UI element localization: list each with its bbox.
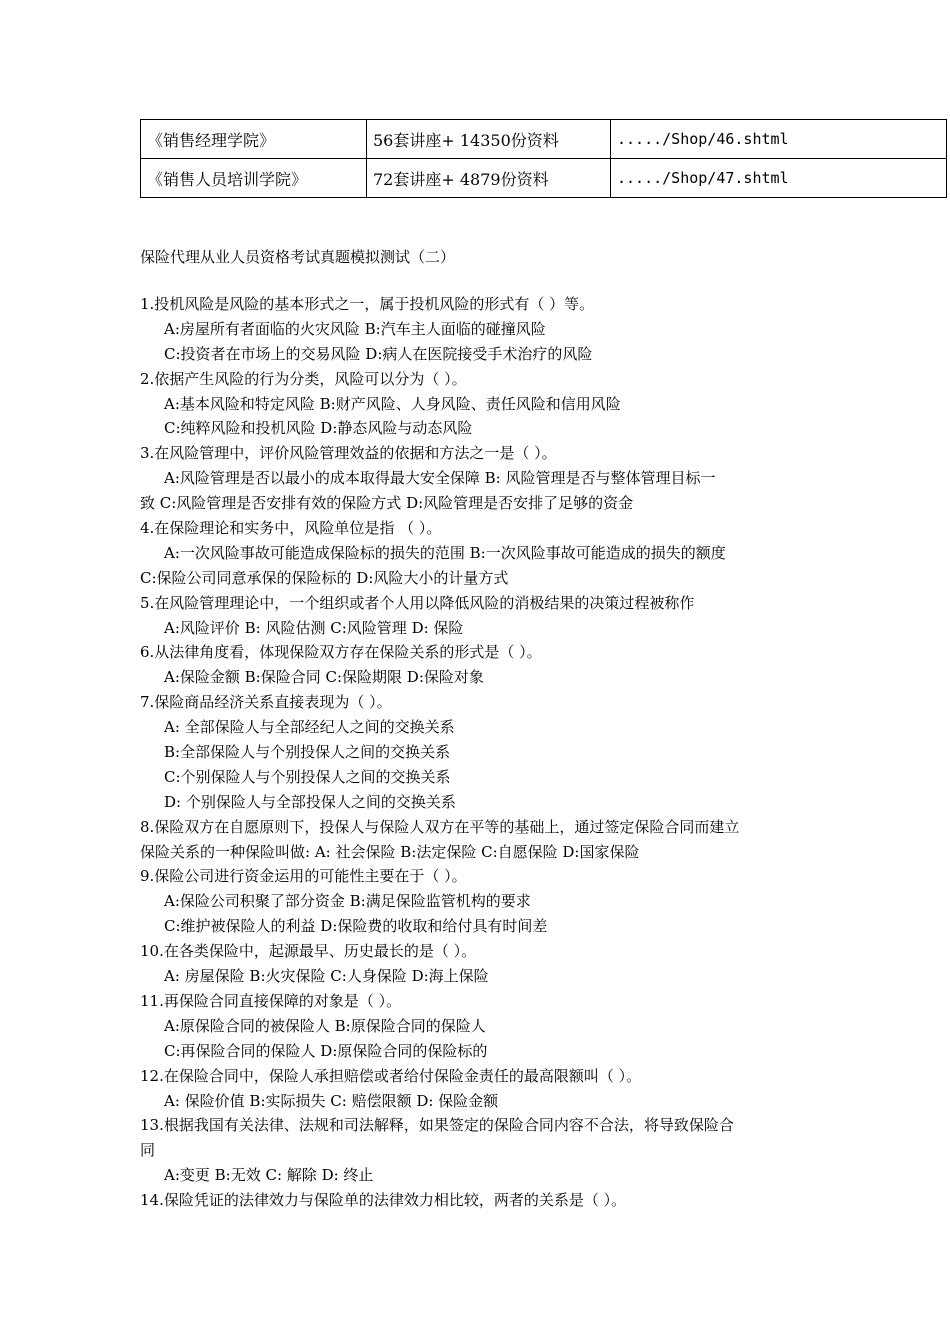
option-line: A:一次风险事故可能造成保险标的损失的范围 B:一次风险事故可能造成的损失的额度 <box>164 543 726 562</box>
question-text: 保险关系的一种保险叫做: A: 社会保险 B:法定保险 C:自愿保险 D:国家保险 <box>140 842 640 861</box>
option-line: C:纯粹风险和投机风险 D:静态风险与动态风险 <box>164 419 473 438</box>
option-line: 致 C:风险管理是否安排有效的保险方式 D:风险管理是否安排了足够的资金 <box>140 494 634 513</box>
question-text: 同 <box>140 1141 156 1160</box>
option-line: C:个别保险人与个别投保人之间的交换关系 <box>164 767 451 786</box>
question-text: 11.再保险合同直接保障的对象是（ ）。 <box>140 991 402 1010</box>
option-line: A: 保险价值 B:实际损失 C: 赔偿限额 D: 保险金额 <box>164 1091 499 1110</box>
option-line: A:风险评价 B: 风险估测 C:风险管理 D: 保险 <box>164 618 464 637</box>
option-line: A:风险管理是否以最小的成本取得最大安全保障 B: 风险管理是否与整体管理目标一 <box>164 469 716 488</box>
course-content-cell: 56套讲座+ 14350份资料 <box>367 120 611 159</box>
option-line: A:基本风险和特定风险 B:财产风险、人身风险、责任风险和信用风险 <box>164 394 621 413</box>
document-title: 保险代理从业人员资格考试真题模拟测试（二） <box>140 248 456 266</box>
option-line: C:维护被保险人的利益 D:保险费的收取和给付具有时间差 <box>164 917 548 936</box>
option-line: B:全部保险人与个别投保人之间的交换关系 <box>164 743 451 762</box>
option-line: A:保险金额 B:保险合同 C:保险期限 D:保险对象 <box>164 668 484 687</box>
option-line: A: 房屋保险 B:火灾保险 C:人身保险 D:海上保险 <box>164 967 489 986</box>
option-line: A:房屋所有者面临的火灾风险 B:汽车主人面临的碰撞风险 <box>164 319 546 338</box>
option-line: A:保险公司积聚了部分资金 B:满足保险监管机构的要求 <box>164 892 531 911</box>
question-list <box>140 292 830 1213</box>
question-text: 13.根据我国有关法律、法规和司法解释，如果签定的保险合同内容不合法，将导致保险合 <box>140 1116 734 1135</box>
question-text: 2.依据产生风险的行为分类，风险可以分为（ ）。 <box>140 369 467 388</box>
question-text: 12.在保险合同中，保险人承担赔偿或者给付保险金责任的最高限额叫（ ）。 <box>140 1066 642 1085</box>
question-text: 3.在风险管理中，评价风险管理效益的依据和方法之一是（ ）。 <box>140 444 557 463</box>
option-line: D: 个别保险人与全部投保人之间的交换关系 <box>164 792 456 811</box>
course-link-cell[interactable]: ...../Shop/46.shtml <box>611 120 947 159</box>
table-row <box>141 159 947 198</box>
question-text: 5.在风险管理理论中，一个组织或者个人用以降低风险的消极结果的决策过程被称作 <box>140 593 695 612</box>
question-text: 1.投机风险是风险的基本形式之一，属于投机风险的形式有（ ）等。 <box>140 295 595 313</box>
course-name-cell: 《销售人员培训学院》 <box>141 159 367 198</box>
option-line: A:变更 B:无效 C: 解除 D: 终止 <box>164 1166 374 1185</box>
question-text: 8.保险双方在自愿原则下，投保人与保险人双方在平等的基础上，通过签定保险合同而建立 <box>140 817 740 836</box>
option-line: C:投资者在市场上的交易风险 D:病人在医院接受手术治疗的风险 <box>164 344 593 363</box>
question-text: 6.从法律角度看，体现保险双方存在保险关系的形式是（ ）。 <box>140 643 542 662</box>
question-text: 10.在各类保险中，起源最早、历史最长的是（ ）。 <box>140 942 477 961</box>
option-line: A: 全部保险人与全部经纪人之间的交换关系 <box>164 718 455 737</box>
option-line: C:再保险合同的保险人 D:原保险合同的保险标的 <box>164 1041 488 1060</box>
question-text: 7.保险商品经济关系直接表现为（ ）。 <box>140 693 392 712</box>
question-text: 4.在保险理论和实务中，风险单位是指 （ ）。 <box>140 519 442 538</box>
course-name-cell: 《销售经理学院》 <box>141 120 367 159</box>
course-link-cell[interactable]: ...../Shop/47.shtml <box>611 159 947 198</box>
table-row <box>141 120 947 159</box>
option-line: A:原保险合同的被保险人 B:原保险合同的保险人 <box>164 1016 486 1035</box>
question-text: 9.保险公司进行资金运用的可能性主要在于（ ）。 <box>140 867 467 886</box>
question-text: 14.保险凭证的法律效力与保险单的法律效力相比较，两者的关系是（ ）。 <box>140 1191 627 1210</box>
resource-table <box>140 119 947 198</box>
option-line: C:保险公司同意承保的保险标的 D:风险大小的计量方式 <box>140 568 509 587</box>
course-content-cell: 72套讲座+ 4879份资料 <box>367 159 611 198</box>
